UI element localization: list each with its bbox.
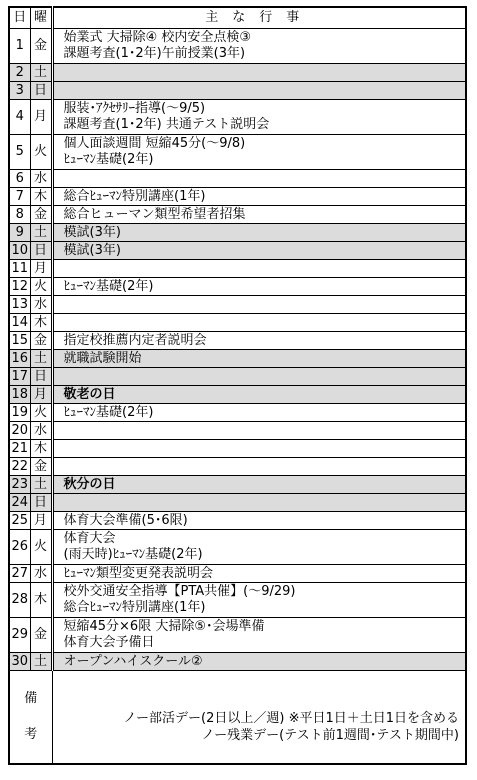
- event-line: 指定校推薦内定者説明会: [63, 332, 207, 348]
- day-events: [52, 350, 466, 368]
- day-of-week: 土: [30, 64, 52, 82]
- event-line: 総合ヒューマン類型希望者招集: [63, 206, 246, 222]
- day-row: [9, 82, 466, 100]
- day-of-week: 木: [30, 440, 52, 458]
- notes-label-char: 備: [24, 691, 38, 706]
- day-events: [52, 476, 466, 494]
- day-number: 11: [9, 260, 30, 278]
- day-of-week: 土: [30, 476, 52, 494]
- day-of-week: 水: [30, 296, 52, 314]
- event-line: 総合ﾋｭｰﾏﾝ特別講座(1年): [63, 600, 206, 615]
- day-row: [9, 494, 466, 512]
- day-row: [9, 29, 466, 64]
- day-of-week: 木: [30, 314, 52, 332]
- day-of-week: 水: [30, 422, 52, 440]
- day-number: 26: [9, 530, 30, 565]
- day-of-week: 金: [30, 458, 52, 476]
- notes-line: ノー部活デー(2日以上／週) ※平日1日＋土日1日を含める: [123, 711, 459, 726]
- day-number: 15: [9, 332, 30, 350]
- day-number: 22: [9, 458, 30, 476]
- day-of-week: 火: [30, 278, 52, 296]
- event-line: ﾋｭｰﾏﾝ基礎(2年): [63, 278, 154, 294]
- event-line: 課題考査(1･2年) 共通テスト説明会: [63, 117, 270, 132]
- event-line: ﾋｭｰﾏﾝ基礎(2年): [63, 152, 154, 167]
- day-number: 3: [9, 82, 30, 100]
- day-row: [9, 170, 466, 188]
- day-number: 20: [9, 422, 30, 440]
- day-row: [9, 100, 466, 135]
- day-number: 24: [9, 494, 30, 512]
- day-of-week: 木: [30, 583, 52, 618]
- event-line: 校外交通安全指導【PTA共催】(～9/29): [63, 584, 296, 599]
- header-events: 主な行事: [52, 7, 466, 29]
- day-events: [52, 332, 466, 350]
- event-line: ﾋｭｰﾏﾝ基礎(2年): [63, 404, 154, 420]
- day-row: [9, 530, 466, 565]
- day-of-week: 水: [30, 170, 52, 188]
- day-of-week: 金: [30, 206, 52, 224]
- event-line: 模試(3年): [63, 224, 121, 240]
- event-line: 体育大会: [63, 531, 116, 546]
- day-row: [9, 512, 466, 530]
- day-row: [9, 618, 466, 653]
- day-number: 7: [9, 188, 30, 206]
- day-number: 6: [9, 170, 30, 188]
- day-events: [52, 224, 466, 242]
- event-line: 総合ﾋｭｰﾏﾝ特別講座(1年): [63, 188, 206, 204]
- day-number: 14: [9, 314, 30, 332]
- header-weekday: 曜: [30, 7, 52, 29]
- day-of-week: 月: [30, 512, 52, 530]
- day-row: [9, 458, 466, 476]
- day-row: [9, 64, 466, 82]
- event-line: 模試(3年): [63, 242, 121, 258]
- day-row: [9, 422, 466, 440]
- events-table: [8, 6, 467, 765]
- day-events: [52, 206, 466, 224]
- day-events: [52, 100, 466, 135]
- day-events: [52, 618, 466, 653]
- event-line: 始業式 大掃除④ 校内安全点検③: [63, 30, 252, 45]
- day-of-week: 日: [30, 494, 52, 512]
- day-number: 17: [9, 368, 30, 386]
- day-of-week: 火: [30, 530, 52, 565]
- day-of-week: 火: [30, 135, 52, 170]
- event-line: 服装･ｱｸｾｻﾘｰ指導(～9/5): [63, 101, 206, 116]
- header-day: 日: [9, 7, 30, 29]
- day-of-week: 水: [30, 565, 52, 583]
- day-number: 19: [9, 404, 30, 422]
- day-of-week: 月: [30, 260, 52, 278]
- day-events: [52, 82, 466, 100]
- day-events: [52, 314, 466, 332]
- day-number: 1: [9, 29, 30, 64]
- day-events: [52, 242, 466, 260]
- day-row: [9, 476, 466, 494]
- day-of-week: 火: [30, 404, 52, 422]
- event-line: 敬老の日: [63, 386, 116, 402]
- day-of-week: 金: [30, 29, 52, 64]
- day-row: [9, 565, 466, 583]
- event-line: ﾋｭｰﾏﾝ類型変更発表説明会: [63, 565, 214, 581]
- day-events: [52, 530, 466, 565]
- day-of-week: 日: [30, 82, 52, 100]
- day-number: 18: [9, 386, 30, 404]
- notes-body: [52, 671, 466, 765]
- day-number: 23: [9, 476, 30, 494]
- day-number: 13: [9, 296, 30, 314]
- day-number: 2: [9, 64, 30, 82]
- day-of-week: 金: [30, 618, 52, 653]
- day-row: [9, 278, 466, 296]
- day-number: 10: [9, 242, 30, 260]
- day-events: [52, 170, 466, 188]
- day-row: [9, 583, 466, 618]
- day-of-week: 土: [30, 350, 52, 368]
- day-row: [9, 332, 466, 350]
- day-row: [9, 350, 466, 368]
- event-line: オープンハイスクール②: [63, 653, 203, 669]
- day-events: [52, 368, 466, 386]
- day-row: [9, 653, 466, 671]
- day-events: [52, 188, 466, 206]
- day-number: 25: [9, 512, 30, 530]
- day-number: 30: [9, 653, 30, 671]
- day-row: [9, 242, 466, 260]
- day-row: [9, 206, 466, 224]
- day-row: [9, 404, 466, 422]
- day-number: 16: [9, 350, 30, 368]
- event-line: 就職試験開始: [63, 350, 142, 366]
- notes-row: [9, 671, 466, 765]
- day-number: 29: [9, 618, 30, 653]
- event-line: 短縮45分×6限 大掃除⑤･会場準備: [63, 619, 265, 634]
- day-events: [52, 653, 466, 671]
- day-events: [52, 278, 466, 296]
- day-of-week: 月: [30, 100, 52, 135]
- day-row: [9, 440, 466, 458]
- notes-line: ノー残業デー(テスト前1週間･テスト期間中): [201, 728, 459, 743]
- day-of-week: 土: [30, 653, 52, 671]
- day-events: [52, 296, 466, 314]
- notes-label-char: 考: [24, 727, 38, 742]
- day-events: [52, 64, 466, 82]
- day-events: [52, 512, 466, 530]
- day-events: [52, 565, 466, 583]
- day-row: [9, 135, 466, 170]
- day-number: 21: [9, 440, 30, 458]
- day-events: [52, 458, 466, 476]
- day-number: 4: [9, 100, 30, 135]
- day-of-week: 金: [30, 332, 52, 350]
- day-row: [9, 188, 466, 206]
- day-events: [52, 260, 466, 278]
- day-number: 27: [9, 565, 30, 583]
- day-row: [9, 368, 466, 386]
- day-number: 28: [9, 583, 30, 618]
- event-line: 課題考査(1･2年)午前授業(3年): [63, 46, 246, 61]
- notes-label: [9, 671, 52, 765]
- day-events: [52, 386, 466, 404]
- day-of-week: 日: [30, 368, 52, 386]
- day-row: [9, 260, 466, 278]
- schedule-sheet: [8, 6, 467, 765]
- event-line: 体育大会予備日: [63, 635, 155, 650]
- day-of-week: 月: [30, 386, 52, 404]
- day-row: [9, 224, 466, 242]
- day-events: [52, 583, 466, 618]
- header-row: [9, 7, 466, 29]
- day-of-week: 木: [30, 188, 52, 206]
- day-of-week: 土: [30, 224, 52, 242]
- day-row: [9, 386, 466, 404]
- event-line: 体育大会準備(5･6限): [63, 512, 188, 528]
- day-of-week: 日: [30, 242, 52, 260]
- day-events: [52, 135, 466, 170]
- event-line: 秋分の日: [63, 476, 116, 492]
- day-number: 12: [9, 278, 30, 296]
- day-events: [52, 422, 466, 440]
- day-number: 5: [9, 135, 30, 170]
- day-events: [52, 29, 466, 64]
- event-line: (雨天時)ﾋｭｰﾏﾝ基礎(2年): [63, 547, 203, 562]
- day-number: 8: [9, 206, 30, 224]
- day-events: [52, 440, 466, 458]
- day-events: [52, 404, 466, 422]
- event-line: 個人面談週間 短縮45分(～9/8): [63, 136, 246, 151]
- day-row: [9, 314, 466, 332]
- day-row: [9, 296, 466, 314]
- day-number: 9: [9, 224, 30, 242]
- day-events: [52, 494, 466, 512]
